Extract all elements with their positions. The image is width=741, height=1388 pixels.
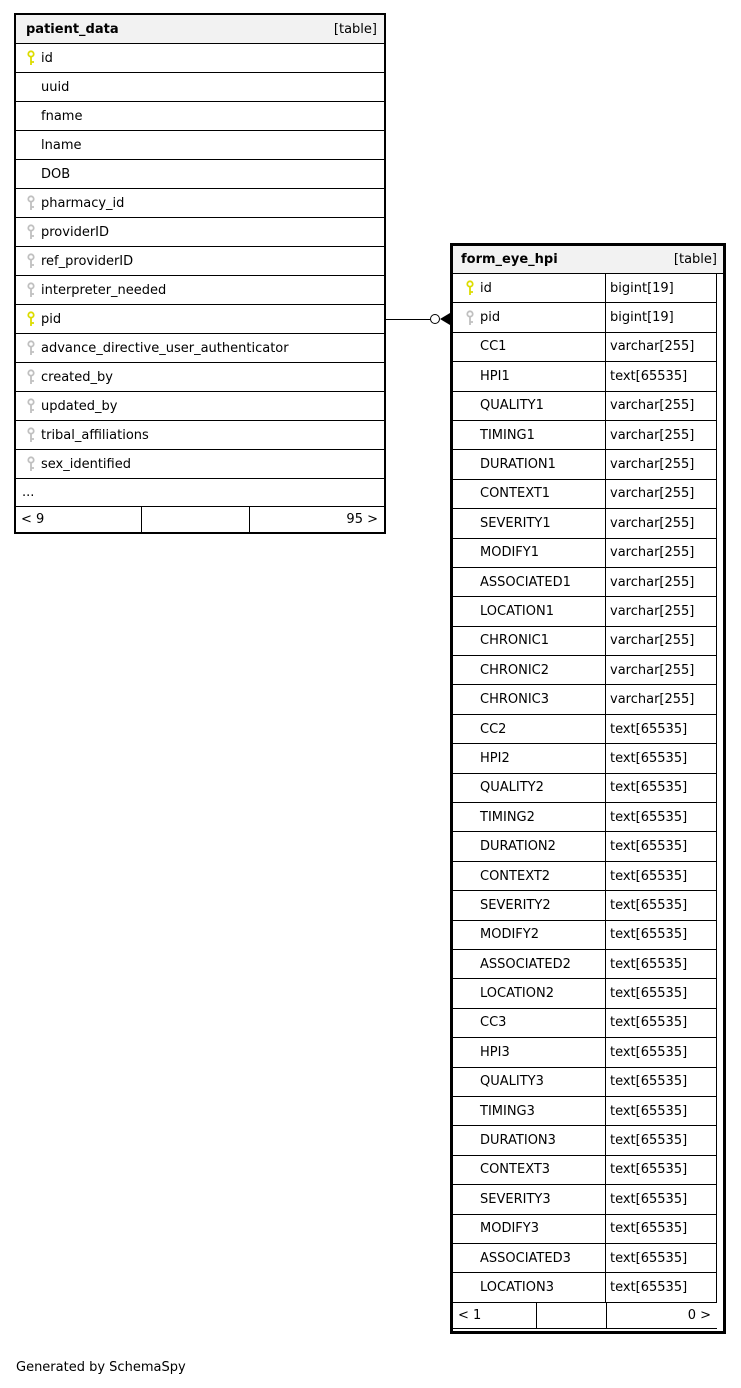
- column-row: [16, 421, 384, 450]
- column-type-cell: [606, 509, 717, 537]
- column-type-cell: [606, 1215, 717, 1243]
- foreign-key-icon: [26, 282, 36, 298]
- column-row: [453, 803, 717, 832]
- column-name: CC1: [480, 339, 507, 355]
- column-name-cell: [453, 862, 606, 890]
- column-row: [453, 539, 717, 568]
- column-type-cell: [606, 1185, 717, 1213]
- column-name: providerID: [41, 224, 110, 240]
- column-name-cell: [453, 1244, 606, 1272]
- column-type-cell: [606, 1068, 717, 1096]
- column-row: [453, 891, 717, 920]
- column-row: [453, 1273, 717, 1302]
- column-type: text[65535]: [610, 1279, 688, 1295]
- column-name: lname: [41, 137, 82, 153]
- degree-footer: [453, 1303, 717, 1329]
- column-type: text[65535]: [610, 1191, 688, 1207]
- column-name-cell: [453, 509, 606, 537]
- foreign-key-icon: [26, 253, 36, 269]
- column-type: text[65535]: [610, 1250, 688, 1266]
- column-type: varchar[255]: [610, 662, 695, 678]
- column-name-cell: [453, 921, 606, 949]
- column-name: CONTEXT2: [480, 868, 551, 884]
- column-row: [453, 568, 717, 597]
- primary-key-icon: [465, 280, 475, 296]
- column-name: QUALITY2: [480, 780, 544, 796]
- column-name-cell: [453, 480, 606, 508]
- column-type-cell: [606, 891, 717, 919]
- column-name-cell: [453, 803, 606, 831]
- column-name: ref_providerID: [41, 253, 134, 269]
- column-row: [453, 627, 717, 656]
- foreign-key-icon: [26, 456, 36, 472]
- column-name-cell: [453, 568, 606, 596]
- column-row: [16, 247, 384, 276]
- column-name-cell: [453, 1038, 606, 1066]
- column-row: [453, 1185, 717, 1214]
- column-name-cell: [453, 450, 606, 478]
- column-type-cell: [606, 1126, 717, 1154]
- column-name: HPI2: [480, 750, 510, 766]
- column-name-cell: [453, 891, 606, 919]
- column-type-cell: [606, 1156, 717, 1184]
- footer-left-count: < 9: [16, 507, 142, 532]
- column-name-cell: [453, 1009, 606, 1037]
- column-name: uuid: [41, 79, 70, 95]
- footer-right-count: 95 >: [346, 512, 378, 527]
- table-title[interactable]: patient_data: [26, 21, 119, 37]
- column-name: SEVERITY1: [480, 515, 551, 531]
- column-type: varchar[255]: [610, 398, 695, 414]
- column-name-cell: [453, 303, 606, 331]
- column-name: CHRONIC1: [480, 633, 550, 649]
- column-row: [453, 950, 717, 979]
- relationship-circle-marker: [430, 314, 440, 324]
- column-name: TIMING2: [480, 809, 535, 825]
- column-type: text[65535]: [610, 956, 688, 972]
- column-type: varchar[255]: [610, 633, 695, 649]
- column-name: id: [41, 50, 53, 66]
- column-name: advance_directive_user_authenticator: [41, 340, 289, 356]
- column-row: [453, 1126, 717, 1155]
- column-row: [453, 1009, 717, 1038]
- column-row: [453, 450, 717, 479]
- column-name-cell: [453, 656, 606, 684]
- column-type: varchar[255]: [610, 486, 695, 502]
- column-name: pid: [41, 311, 62, 327]
- column-type-cell: [606, 1273, 717, 1301]
- column-type: text[65535]: [610, 1221, 688, 1237]
- column-name: id: [480, 280, 492, 296]
- column-type-cell: [606, 568, 717, 596]
- ellipsis-row: [16, 479, 384, 507]
- column-name-cell: [453, 950, 606, 978]
- column-name: HPI1: [480, 368, 510, 384]
- table-type-badge: [table]: [333, 21, 377, 37]
- column-type-cell: [606, 803, 717, 831]
- column-type-cell: [606, 333, 717, 361]
- column-type-cell: [606, 1009, 717, 1037]
- column-type: text[65535]: [610, 868, 688, 884]
- column-name-cell: [453, 774, 606, 802]
- column-name: HPI3: [480, 1044, 510, 1060]
- column-type: text[65535]: [610, 750, 688, 766]
- column-row: [16, 392, 384, 421]
- column-row: [16, 160, 384, 189]
- generator-credit: Generated by SchemaSpy: [16, 1360, 186, 1375]
- column-type: varchar[255]: [610, 427, 695, 443]
- column-type-cell: [606, 597, 717, 625]
- column-type-cell: [606, 539, 717, 567]
- column-row: [453, 715, 717, 744]
- column-row: [453, 480, 717, 509]
- column-row: [453, 362, 717, 391]
- table-header: [453, 246, 723, 274]
- column-name: CHRONIC2: [480, 662, 550, 678]
- column-name-cell: [453, 744, 606, 772]
- column-type: varchar[255]: [610, 339, 695, 355]
- column-type: text[65535]: [610, 368, 688, 384]
- relationship-line: [386, 319, 430, 320]
- column-type-cell: [606, 1038, 717, 1066]
- column-row: [453, 744, 717, 773]
- foreign-key-icon: [465, 310, 475, 326]
- column-name: CONTEXT1: [480, 486, 551, 502]
- column-row: [453, 509, 717, 538]
- column-name-cell: [453, 1185, 606, 1213]
- column-row: [453, 303, 717, 332]
- column-name: ASSOCIATED3: [480, 1250, 571, 1266]
- column-name-cell: [453, 715, 606, 743]
- foreign-key-icon: [26, 427, 36, 443]
- column-name-cell: [453, 421, 606, 449]
- column-name: QUALITY1: [480, 398, 544, 414]
- foreign-key-icon: [26, 224, 36, 240]
- column-name: pid: [480, 310, 501, 326]
- column-type-cell: [606, 480, 717, 508]
- column-name: CONTEXT3: [480, 1162, 551, 1178]
- column-type: text[65535]: [610, 1074, 688, 1090]
- column-row: [16, 334, 384, 363]
- column-row: [453, 685, 717, 714]
- column-name: SEVERITY3: [480, 1191, 551, 1207]
- column-type: varchar[255]: [610, 574, 695, 590]
- column-name: CHRONIC3: [480, 692, 550, 708]
- column-type-cell: [606, 950, 717, 978]
- column-row: [453, 979, 717, 1008]
- column-row: [453, 421, 717, 450]
- column-name: TIMING1: [480, 427, 535, 443]
- column-type: text[65535]: [610, 927, 688, 943]
- column-row: [16, 218, 384, 247]
- foreign-key-icon: [26, 369, 36, 385]
- foreign-key-icon: [26, 398, 36, 414]
- column-type-cell: [606, 921, 717, 949]
- column-type-cell: [606, 656, 717, 684]
- relationship-arrow-marker: [440, 313, 450, 325]
- column-name: CC2: [480, 721, 507, 737]
- column-row: [453, 1215, 717, 1244]
- column-name: created_by: [41, 369, 113, 385]
- primary-key-icon: [26, 50, 36, 66]
- column-type: text[65535]: [610, 1103, 688, 1119]
- column-name-cell: [453, 1156, 606, 1184]
- column-row: [453, 1097, 717, 1126]
- column-type: text[65535]: [610, 721, 688, 737]
- column-type-cell: [606, 832, 717, 860]
- column-type: bigint[19]: [610, 280, 674, 296]
- column-type: varchar[255]: [610, 545, 695, 561]
- column-name: SEVERITY2: [480, 897, 551, 913]
- column-type-cell: [606, 627, 717, 655]
- column-name-cell: [453, 362, 606, 390]
- column-name: MODIFY1: [480, 545, 539, 561]
- column-type: text[65535]: [610, 897, 688, 913]
- column-type: text[65535]: [610, 809, 688, 825]
- column-name: tribal_affiliations: [41, 427, 149, 443]
- column-type-cell: [606, 862, 717, 890]
- column-name-cell: [453, 597, 606, 625]
- column-name-cell: [453, 832, 606, 860]
- column-name-cell: [453, 274, 606, 302]
- column-name-cell: [453, 979, 606, 1007]
- column-name: TIMING3: [480, 1103, 535, 1119]
- column-row: [16, 44, 384, 73]
- column-name: interpreter_needed: [41, 282, 167, 298]
- column-type: text[65535]: [610, 1133, 688, 1149]
- column-type-cell: [606, 979, 717, 1007]
- column-type-cell: [606, 715, 717, 743]
- column-type-cell: [606, 421, 717, 449]
- column-name: updated_by: [41, 398, 118, 414]
- column-name: MODIFY3: [480, 1221, 539, 1237]
- column-name-cell: [453, 1273, 606, 1301]
- column-row: [453, 832, 717, 861]
- degree-footer: [16, 507, 384, 532]
- column-name-cell: [453, 392, 606, 420]
- foreign-key-icon: [26, 340, 36, 356]
- table-header: [16, 15, 384, 44]
- column-name-cell: [453, 539, 606, 567]
- column-name: QUALITY3: [480, 1074, 544, 1090]
- column-name: LOCATION1: [480, 603, 554, 619]
- column-name-cell: [453, 1097, 606, 1125]
- column-type-cell: [606, 1244, 717, 1272]
- column-name-cell: [453, 1126, 606, 1154]
- column-name: pharmacy_id: [41, 195, 125, 211]
- column-row: [453, 656, 717, 685]
- column-type: text[65535]: [610, 1015, 688, 1031]
- column-type: varchar[255]: [610, 515, 695, 531]
- column-type-cell: [606, 1097, 717, 1125]
- table-node-patient-data[interactable]: [14, 13, 386, 534]
- column-row: [453, 597, 717, 626]
- footer-spacer-cell: [537, 1303, 607, 1328]
- column-name: DOB: [41, 166, 71, 182]
- column-name: ASSOCIATED2: [480, 956, 571, 972]
- table-node-form-eye-hpi[interactable]: [450, 243, 726, 1334]
- column-name-cell: [453, 627, 606, 655]
- column-row: [453, 274, 717, 303]
- footer-left-count: < 1: [453, 1303, 537, 1328]
- column-type: text[65535]: [610, 1044, 688, 1060]
- column-type-cell: [606, 450, 717, 478]
- column-row: [453, 862, 717, 891]
- column-type: bigint[19]: [610, 310, 674, 326]
- column-type: varchar[255]: [610, 603, 695, 619]
- column-name-cell: [453, 1068, 606, 1096]
- column-name: LOCATION2: [480, 986, 554, 1002]
- column-name: CC3: [480, 1015, 507, 1031]
- ellipsis-label: ...: [22, 485, 35, 500]
- column-type-cell: [606, 774, 717, 802]
- column-type: text[65535]: [610, 1162, 688, 1178]
- column-type-cell: [606, 303, 717, 331]
- column-name-cell: [453, 1215, 606, 1243]
- column-row: [16, 305, 384, 334]
- column-name: MODIFY2: [480, 927, 539, 943]
- column-row: [453, 392, 717, 421]
- column-name-cell: [453, 333, 606, 361]
- column-name-cell: [453, 685, 606, 713]
- column-name: DURATION1: [480, 457, 556, 473]
- primary-key-icon: [26, 311, 36, 327]
- column-row: [16, 73, 384, 102]
- column-row: [453, 1068, 717, 1097]
- column-type: text[65535]: [610, 986, 688, 1002]
- column-row: [16, 450, 384, 479]
- column-row: [16, 276, 384, 305]
- column-type: varchar[255]: [610, 457, 695, 473]
- column-name: DURATION3: [480, 1133, 556, 1149]
- column-name: DURATION2: [480, 839, 556, 855]
- column-type-cell: [606, 362, 717, 390]
- column-row: [453, 1038, 717, 1067]
- column-name: LOCATION3: [480, 1279, 554, 1295]
- column-row: [453, 1244, 717, 1273]
- column-row: [453, 333, 717, 362]
- table-title[interactable]: form_eye_hpi: [461, 252, 558, 267]
- column-type: varchar[255]: [610, 692, 695, 708]
- column-name: ASSOCIATED1: [480, 574, 571, 590]
- table-type-badge: [table]: [673, 252, 717, 267]
- column-row: [16, 363, 384, 392]
- column-type-cell: [606, 392, 717, 420]
- column-row: [453, 1156, 717, 1185]
- column-row: [16, 131, 384, 160]
- column-type-cell: [606, 685, 717, 713]
- column-name: sex_identified: [41, 456, 131, 472]
- foreign-key-icon: [26, 195, 36, 211]
- column-type: text[65535]: [610, 839, 688, 855]
- column-type: text[65535]: [610, 780, 688, 796]
- column-row: [453, 921, 717, 950]
- column-type-cell: [606, 274, 717, 302]
- footer-right-count: 0 >: [687, 1307, 711, 1323]
- column-type-cell: [606, 744, 717, 772]
- column-row: [16, 189, 384, 218]
- column-row: [16, 102, 384, 131]
- column-row: [453, 774, 717, 803]
- footer-spacer-cell: [142, 507, 250, 532]
- column-name: fname: [41, 108, 83, 124]
